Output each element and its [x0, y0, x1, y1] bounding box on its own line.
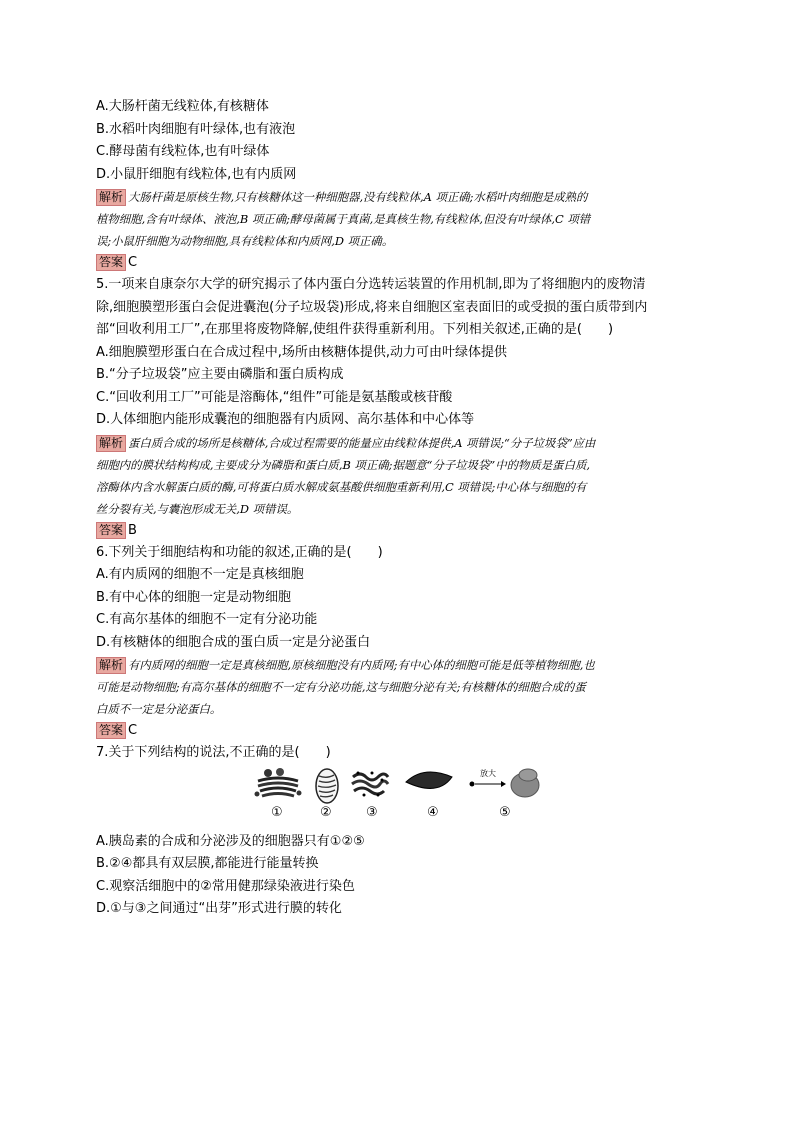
q6-option-c: C.有高尔基体的细胞不一定有分泌功能: [96, 612, 318, 627]
q5-stem-line: 5.一项来自康奈尔大学的研究揭示了体内蛋白分选转运装置的作用机制,即为了将细胞内的废物清: [96, 277, 646, 292]
q4-option-c: C.酵母菌有线粒体,也有叶绿体: [96, 144, 270, 159]
q7-option-c: C.观察活细胞中的②常用健那绿染液进行染色: [96, 878, 355, 894]
q5-analysis: [96, 432, 696, 520]
document-page: [96, 96, 696, 921]
q7-option-a: A.胰岛素的合成和分泌涉及的细胞器只有①②⑤: [96, 833, 365, 849]
golgi-apparatus-image: [254, 767, 302, 801]
q4-option-b: B.水稻叶肉细胞有叶绿体,也有液泡: [96, 121, 296, 137]
analysis-tag: 解析: [96, 435, 126, 452]
zoom-label: 放大: [480, 768, 496, 778]
q5-option-d: D.人体细胞内能形成囊泡的细胞器有内质网、高尔基体和中心体等: [96, 412, 475, 427]
q4-options: [96, 96, 696, 186]
ribosome-image: [508, 767, 542, 799]
figure-label-5: ⑤: [499, 804, 511, 820]
answer-tag: 答案: [96, 522, 126, 539]
figure-label-4: ④: [427, 804, 439, 820]
q6-option-a: A.有内质网的细胞不一定是真核细胞: [96, 567, 304, 582]
figure-label-2: ②: [320, 804, 332, 820]
q5-analysis-line: 细胞内的膜状结构构成,主要成分为磷脂和蛋白质,B 项正确;据题意“分子垃圾袋”中的物质是蛋白质,: [96, 457, 590, 472]
q6-options: [96, 564, 696, 654]
figure-label-3: ③: [366, 804, 378, 820]
q7-option-b: B.②④都具有双层膜,都能进行能量转换: [96, 856, 319, 871]
q5-stem-line: 除,细胞膜塑形蛋白会促进囊泡(分子垃圾袋)形成,将来自细胞区室表面旧的或受损的蛋白质带到内: [96, 299, 648, 315]
q4-option-a: A.大肠杆菌无线粒体,有核糖体: [96, 99, 269, 114]
q4-analysis-line: 误;小鼠肝细胞为动物细胞,具有线粒体和内质网,D 项正确。: [96, 234, 394, 248]
q4-option-d: D.小鼠肝细胞有线粒体,也有内质网: [96, 166, 297, 182]
q7-option-d: D.①与③之间通过“出芽”形式进行膜的转化: [96, 901, 342, 916]
chloroplast-image: [404, 767, 454, 797]
q6-answer: [96, 720, 696, 742]
q6-option-b: B.有中心体的细胞一定是动物细胞: [96, 589, 292, 605]
q7-options: [96, 831, 696, 921]
q5-option-b: B.“分子垃圾袋”应主要由磷脂和蛋白质构成: [96, 367, 344, 382]
q5-analysis-line: 溶酶体内含水解蛋白质的酶,可将蛋白质水解成氨基酸供细胞重新利用,C 项错误;中心体与细胞的有: [96, 479, 587, 494]
mitochondrion-image: [314, 767, 340, 805]
q6-analysis: [96, 654, 696, 720]
q6-option-d: D.有核糖体的细胞合成的蛋白质一定是分泌蛋白: [96, 634, 371, 650]
q5-option-a: A.细胞膜塑形蛋白在合成过程中,场所由核糖体提供,动力可由叶绿体提供: [96, 344, 508, 360]
q6-stem: 6.下列关于细胞结构和功能的叙述,正确的是( ): [96, 544, 383, 560]
q5-stem-line: 部“回收利用工厂”,在那里将废物降解,使组件获得重新利用。下列相关叙述,正确的是( ): [96, 322, 614, 337]
q7-stem: 7.关于下列结构的说法,不正确的是( ): [96, 745, 331, 760]
q5-options: [96, 342, 696, 432]
endoplasmic-reticulum-image: [350, 767, 390, 799]
q4-analysis-line: 植物细胞,含有叶绿体、液泡,B 项正确;酵母菌属于真菌,是真核生物,有线粒体,但没有叶绿体,C 项错: [96, 212, 591, 226]
q4-answer: [96, 252, 696, 274]
figure-label-1: ①: [271, 804, 283, 820]
q5-analysis-line: 丝分裂有关,与囊泡形成无关,D 项错误。: [96, 501, 299, 516]
q6-analysis-line: 有内质网的细胞一定是真核细胞,原核细胞没有内质网;有中心体的细胞可能是低等植物细胞,也: [128, 658, 595, 672]
q5-answer-value: B: [128, 522, 137, 538]
analysis-tag: 解析: [96, 189, 126, 206]
q4-answer-value: C: [128, 255, 138, 270]
q5-stem: [96, 274, 696, 342]
q5-answer: [96, 520, 696, 542]
answer-tag: 答案: [96, 254, 126, 271]
q5-option-c: C.“回收利用工厂”可能是溶酶体,“组件”可能是氨基酸或核苷酸: [96, 389, 453, 405]
analysis-tag: 解析: [96, 657, 126, 674]
q4-analysis: [96, 186, 696, 252]
q5-analysis-line: 蛋白质合成的场所是核糖体,合成过程需要的能量应由线粒体提供,A 项错误;“分子垃圾袋”应由: [128, 435, 596, 450]
q6-analysis-line: 可能是动物细胞;有高尔基体的细胞不一定有分泌功能,这与细胞分泌有关;有核糖体的细胞合成的蛋: [96, 680, 586, 694]
answer-tag: 答案: [96, 722, 126, 739]
q6-answer-value: C: [128, 723, 138, 738]
q6-analysis-line: 白质不一定是分泌蛋白。: [96, 702, 222, 716]
q4-analysis-line: 大肠杆菌是原核生物,只有核糖体这一种细胞器,没有线粒体,A 项正确;水稻叶肉细胞是成熟的: [128, 190, 588, 204]
organelle-figure: [96, 767, 696, 827]
